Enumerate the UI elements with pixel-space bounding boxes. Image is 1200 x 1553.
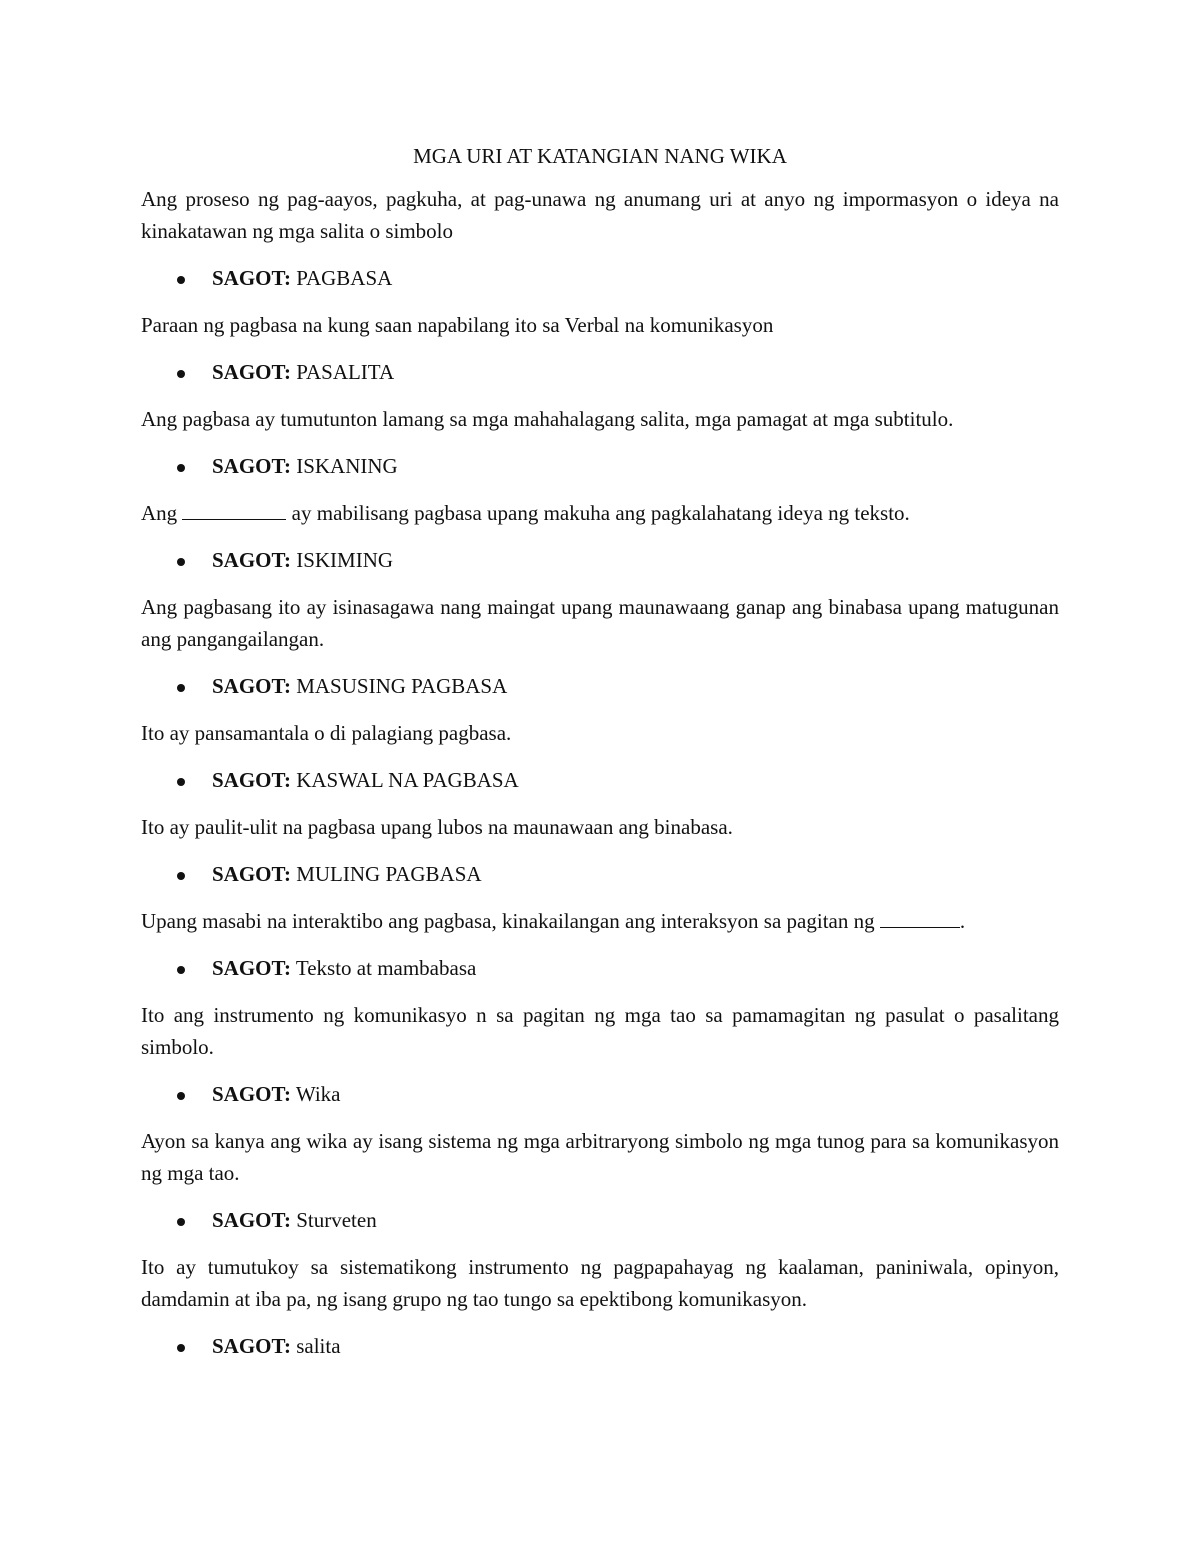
bullet-icon xyxy=(176,858,186,890)
question-text-before: Upang masabi na interaktibo ang pagbasa, kinakailangan ang interaksyon sa pagitan ng xyxy=(141,909,875,933)
answer-label: SAGOT: xyxy=(212,1082,291,1106)
answer-text: Sturveten xyxy=(296,1208,377,1232)
answer-item xyxy=(141,764,1059,796)
document-title: MGA URI AT KATANGIAN NANG WIKA xyxy=(413,144,787,168)
question-text xyxy=(141,905,1059,937)
answer-item xyxy=(141,450,1059,482)
answer-text: ISKIMING xyxy=(296,548,394,572)
answer-item xyxy=(141,262,1059,294)
answer-text: MASUSING PAGBASA xyxy=(296,674,508,698)
question-text: Ang proseso ng pag-aayos, pagkuha, at pag-unawa ng anumang uri at anyo ng impormasyon o ideya na kinakatawan ng mga salita o simbolo xyxy=(141,187,1059,243)
answer-text: KASWAL NA PAGBASA xyxy=(296,768,519,792)
bullet-icon xyxy=(176,356,186,388)
fill-in-blank xyxy=(182,501,286,520)
answer-item xyxy=(141,1204,1059,1236)
answer-item xyxy=(141,544,1059,576)
answer-item xyxy=(141,1330,1059,1362)
question-text: Ito ay paulit-ulit na pagbasa upang lubos na maunawaan ang binabasa. xyxy=(141,815,733,839)
bullet-icon xyxy=(176,764,186,796)
question-text-before: Ang xyxy=(141,501,178,525)
answer-label: SAGOT: xyxy=(212,768,291,792)
bullet-icon xyxy=(176,450,186,482)
answer-label: SAGOT: xyxy=(212,548,291,572)
question-text: Ito ay tumutukoy sa sistematikong instrumento ng pagpapahayag ng kaalaman, paniniwala, opinyon, damdamin at iba pa, ng isang grupo ng tao tungo sa epektibong komunikasyon. xyxy=(141,1255,1059,1311)
answer-text: MULING PAGBASA xyxy=(296,862,482,886)
document-page xyxy=(141,140,1059,1377)
question-text: Ang pagbasang ito ay isinasagawa nang maingat upang maunawaang ganap ang binabasa upang matugunan ang pangangailangan. xyxy=(141,595,1059,651)
answer-text: salita xyxy=(296,1334,341,1358)
bullet-icon xyxy=(176,544,186,576)
question-text xyxy=(141,497,1059,529)
question-text: Ito ay pansamantala o di palagiang pagbasa. xyxy=(141,721,512,745)
bullet-icon xyxy=(176,670,186,702)
answer-label: SAGOT: xyxy=(212,1334,291,1358)
bullet-icon xyxy=(176,1204,186,1236)
question-text-after: ay mabilisang pagbasa upang makuha ang pagkalahatang ideya ng teksto. xyxy=(291,501,910,525)
answer-item xyxy=(141,858,1059,890)
bullet-icon xyxy=(176,1330,186,1362)
answer-item xyxy=(141,952,1059,984)
answer-text: Teksto at mambabasa xyxy=(295,956,477,980)
answer-item xyxy=(141,356,1059,388)
bullet-icon xyxy=(176,952,186,984)
question-text: Paraan ng pagbasa na kung saan napabilang ito sa Verbal na komunikasyon xyxy=(141,313,774,337)
answer-item xyxy=(141,670,1059,702)
answer-label: SAGOT: xyxy=(212,266,291,290)
question-text: Ayon sa kanya ang wika ay isang sistema ng mga arbitraryong simbolo ng mga tunog para sa komunikasyon ng mga tao. xyxy=(141,1129,1059,1185)
answer-label: SAGOT: xyxy=(212,956,291,980)
bullet-icon xyxy=(176,1078,186,1110)
question-text: Ang pagbasa ay tumutunton lamang sa mga mahahalagang salita, mga pamagat at mga subtitulo. xyxy=(141,407,954,431)
question-text-after: . xyxy=(959,909,966,933)
answer-text: Wika xyxy=(295,1082,341,1106)
answer-item xyxy=(141,1078,1059,1110)
answer-label: SAGOT: xyxy=(212,360,291,384)
question-text: Ito ang instrumento ng komunikasyo n sa pagitan ng mga tao sa pamamagitan ng pasulat o pasalitang simbolo. xyxy=(141,1003,1059,1059)
answer-text: ISKANING xyxy=(296,454,398,478)
answer-label: SAGOT: xyxy=(212,1208,291,1232)
answer-label: SAGOT: xyxy=(212,674,291,698)
fill-in-blank xyxy=(880,909,960,928)
answer-text: PASALITA xyxy=(296,360,395,384)
answer-label: SAGOT: xyxy=(212,862,291,886)
answer-label: SAGOT: xyxy=(212,454,291,478)
bullet-icon xyxy=(176,262,186,294)
answer-text: PAGBASA xyxy=(296,266,393,290)
